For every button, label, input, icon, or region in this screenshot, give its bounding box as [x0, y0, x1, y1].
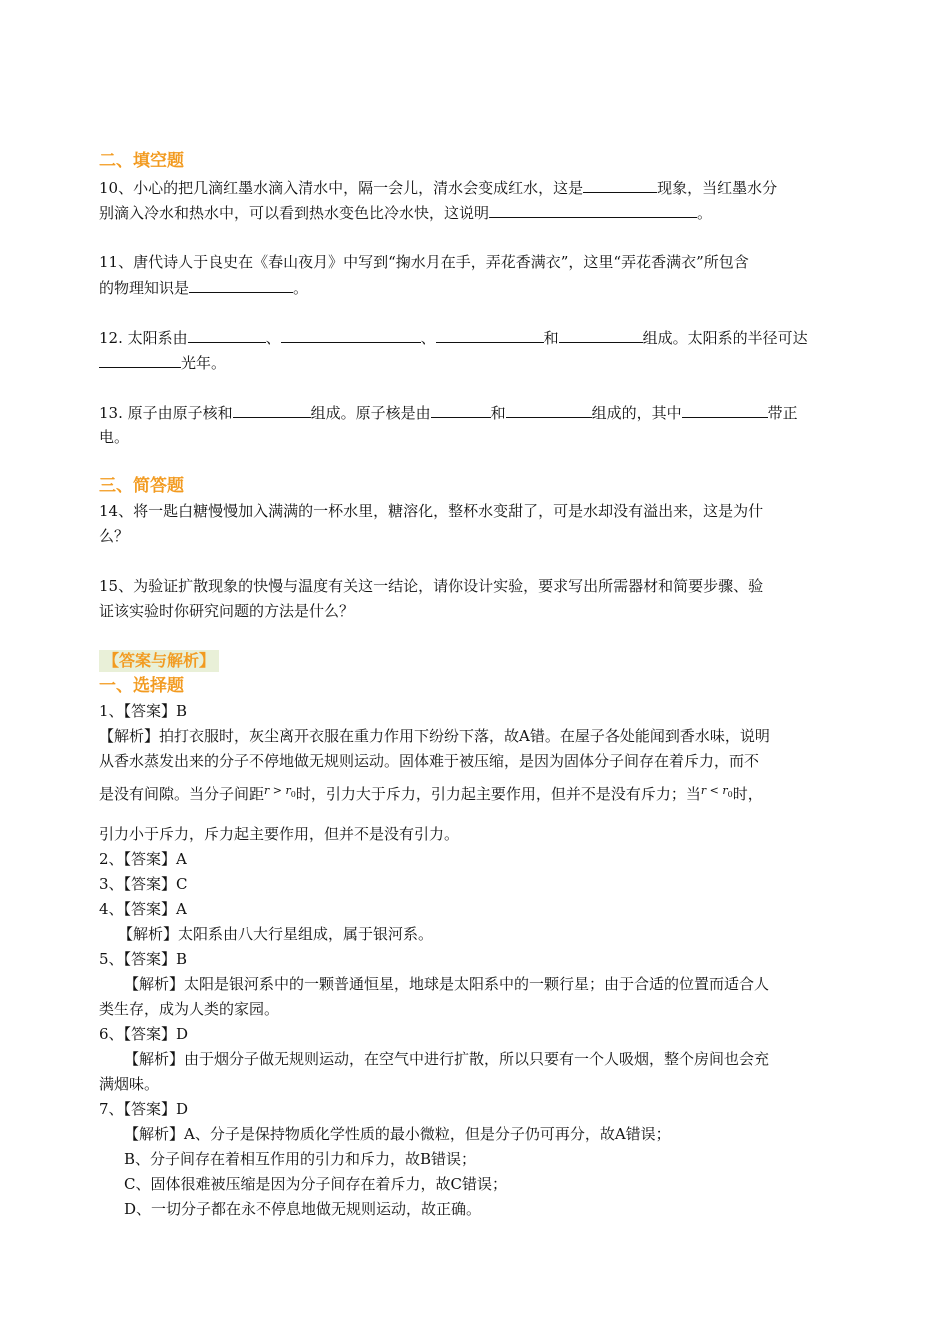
- question-14-line-1: 14、将一匙白糖慢慢加入满满的一杯水里，糖溶化，整杯水变甜了，可是水却没有溢出来，这是为什: [99, 502, 764, 520]
- q12-blank-2[interactable]: [281, 326, 421, 343]
- q11-text-c: 。: [293, 279, 309, 297]
- q10-text-d: 。: [697, 204, 713, 222]
- question-12-line-2: [99, 351, 226, 374]
- question-13-line-2: 电。: [99, 428, 130, 446]
- answer-1-line-3: [99, 780, 763, 806]
- q12-blank-3[interactable]: [436, 326, 544, 343]
- q12-and: 和: [543, 329, 559, 347]
- answer-5-line-2: 类生存，成为人类的家园。: [99, 1000, 280, 1018]
- answer-1-line-2: 从香水蒸发出来的分子不停地做无规则运动。固体难于被压缩，是因为固体分子间存在着斥力，而不: [99, 752, 760, 770]
- q12-sep-1: 、: [265, 329, 281, 347]
- answer-5-line-1: 【解析】太阳是银河系中的一颗普通恒星，地球是太阳系中的一颗行星；由于合适的位置而适合人: [124, 975, 770, 993]
- answer-7-line-1: 【解析】A、分子是保持物质化学性质的最小微粒，但是分子仍可再分，故A错误；: [124, 1125, 671, 1143]
- answer-7-line-2: B、分子间存在着相互作用的引力和斥力，故B错误；: [124, 1150, 477, 1168]
- answer-7-line-3: C、固体很难被压缩是因为分子间存在着斥力，故C错误；: [124, 1175, 507, 1193]
- answer-6-line-2: 满烟味。: [99, 1075, 160, 1093]
- answers-section-heading: 一、选择题: [99, 676, 184, 696]
- q13-blank-3[interactable]: [506, 401, 592, 418]
- question-15-line-2: 证该实验时你研究问题的方法是什么？: [99, 602, 355, 620]
- q12-text-a: 12. 太阳系由: [99, 329, 188, 347]
- question-11-line-1: 11、唐代诗人于良史在《春山夜月》中写到“掬水月在手，弄花香满衣”，这里“弄花香满衣”所包含: [99, 253, 749, 271]
- answer-5-label: 5、【答案】B: [99, 950, 188, 968]
- q10-text-c: 别滴入冷水和热水中，可以看到热水变色比冷水快，这说明: [99, 204, 490, 222]
- q13-blank-2[interactable]: [431, 401, 491, 418]
- q13-text-c: 组成的，其中: [591, 404, 682, 422]
- question-15-line-1: 15、为验证扩散现象的快慢与温度有关这一结论，请你设计实验，要求写出所需器材和简要步骤、验: [99, 577, 764, 595]
- q13-text-b: 组成。原子核是由: [310, 404, 431, 422]
- q12-blank-1[interactable]: [188, 326, 266, 343]
- answer-1-label: 1、【答案】B: [99, 702, 188, 720]
- formula-r-greater-r0: r > r0: [264, 784, 296, 800]
- answer-1-text-b: 时，引力大于斥力，引力起主要作用，但并不是没有斥力；当: [295, 785, 701, 803]
- answer-4-label: 4、【答案】A: [99, 900, 187, 918]
- formula-r-less-r0: r < r0: [700, 784, 733, 800]
- q11-blank[interactable]: [189, 276, 293, 293]
- answer-1-text-c: 时，: [732, 785, 763, 803]
- answer-6-line-1: 【解析】由于烟分子做无规则运动，在空气中进行扩散，所以只要有一个人吸烟，整个房间也会充: [124, 1050, 770, 1068]
- q12-blank-4[interactable]: [559, 326, 643, 343]
- answer-4-line-1: 【解析】太阳系由八大行星组成，属于银河系。: [118, 925, 434, 943]
- q12-blank-5[interactable]: [99, 351, 181, 368]
- q10-text-a: 10、小心的把几滴红墨水滴入清水中，隔一会儿，清水会变成红水，这是: [99, 179, 584, 197]
- q12-text-b: 组成。太阳系的半径可达: [642, 329, 808, 347]
- section-heading-short-answer: 三、简答题: [99, 476, 184, 496]
- question-14-line-2: 么？: [99, 527, 130, 545]
- answer-6-label: 6、【答案】D: [99, 1025, 189, 1043]
- q12-sep-2: 、: [420, 329, 436, 347]
- answer-1-text-a: 是没有间隙。当分子间距: [99, 785, 265, 803]
- answer-7-label: 7、【答案】D: [99, 1100, 189, 1118]
- question-10-line-1: [99, 176, 777, 199]
- answer-1-line-4: 引力小于斥力，斥力起主要作用，但并不是没有引力。: [99, 825, 460, 843]
- q13-and: 和: [490, 404, 506, 422]
- q10-blank-2[interactable]: [489, 201, 697, 218]
- section-heading-fill-in: 二、填空题: [99, 151, 184, 171]
- q13-blank-4[interactable]: [682, 401, 768, 418]
- answer-3-label: 3、【答案】C: [99, 875, 188, 893]
- question-10-line-2: [99, 201, 712, 224]
- answer-7-line-4: D、一切分子都在永不停息地做无规则运动，故正确。: [124, 1200, 482, 1218]
- q10-blank-1[interactable]: [583, 176, 657, 193]
- q13-blank-1[interactable]: [233, 401, 311, 418]
- q13-text-a: 13. 原子由原子核和: [99, 404, 233, 422]
- q13-text-d: 带正: [767, 404, 798, 422]
- answer-1-line-1: 【解析】拍打衣服时，灰尘离开衣服在重力作用下纷纷下落，故A错。在屋子各处能闻到香水味，说明: [99, 727, 770, 745]
- q12-text-c: 光年。: [181, 354, 227, 372]
- q11-text-b: 的物理知识是: [99, 279, 190, 297]
- question-13-line-1: [99, 401, 798, 424]
- answers-tag: 【答案与解析】: [99, 650, 219, 672]
- answer-2-label: 2、【答案】A: [99, 850, 187, 868]
- question-11-line-2: [99, 276, 308, 299]
- question-12-line-1: [99, 326, 808, 349]
- q10-text-b: 现象，当红墨水分: [657, 179, 778, 197]
